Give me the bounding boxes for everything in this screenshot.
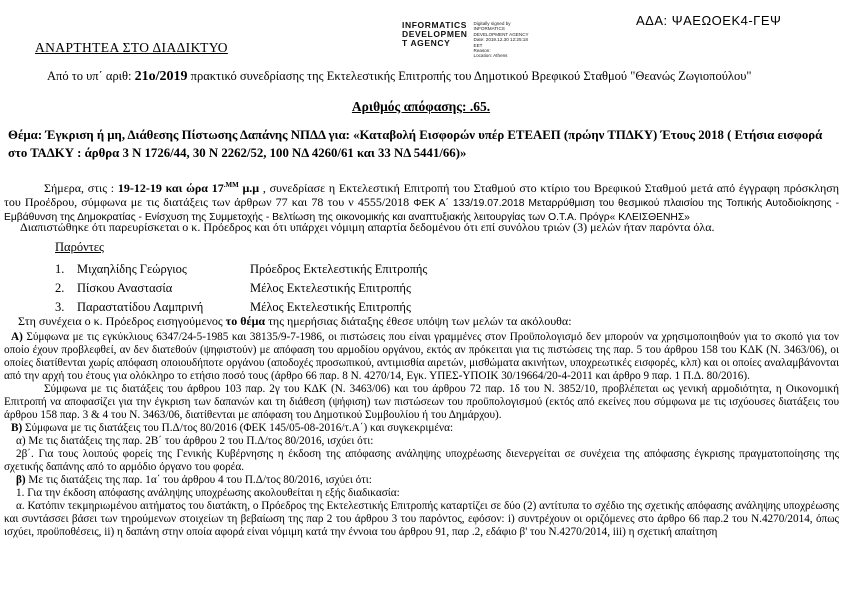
attendee-row: [55, 279, 427, 298]
minutes-suffix: πρακτικό συνεδρίασης της Εκτελεστικής Επιτροπής του Δημοτικού Βρεφικού Σταθμού "Θεανώς Ζωγιοπούλου": [187, 69, 752, 83]
paragraph-B-label: Β): [11, 422, 23, 434]
web-posting-label: ΑΝΑΡΤΗΤΕΑ ΣΤΟ ΔΙΑΔΙΚΤΥΟ: [35, 40, 228, 55]
attendees-list: [55, 260, 427, 317]
attendee-number: 1.: [55, 262, 65, 276]
stamp-agency-line: T AGENCY: [402, 38, 451, 48]
meeting-prefix: Σήμερα, στις :: [44, 181, 118, 195]
ada-code: ΑΔΑ: ΨΑΕΩΟΕΚ4-ΓΕΨ: [636, 13, 782, 28]
paragraph-procedure: 1. Για την έκδοση απόφασης ανάληψης υποχρέωσης ακολουθείται η εξής διαδικασία:: [16, 487, 400, 499]
stamp-sig-line: Date: 2019.12.30 12:25:18: [473, 37, 528, 43]
stamp-agency-line: INFORMATICS: [402, 20, 467, 30]
paragraph-article-103: Σύμφωνα με τις διατάξεις του άρθρου 103 παρ. 2γ του ΚΔΚ (Ν. 3463/06) και του άρθρου 72 παρ. 1δ του Ν. 3852/10, προβλέπεται ως γενική αρμοδιότητα, η Οικονομική Επιτροπή να αποφασίζει για την έγκριση των δαπανών και τη διάθεση (ψήφιση) των πιστώσεων του προϋπολογισμού (εκτός από εκείνες που σύμφωνα με τις ισχύουσες διατάξεις του άρθρου 158 παρ. 3 & 4 του Ν. 3463/06, διατίθενται με απόφαση του Δημοτικού Συμβουλίου ή του Δημάρχου).: [4, 383, 839, 421]
paragraph-2b: 2β΄. Για τους λοιπούς φορείς της Γενικής Κυβέρνησης η έκδοση της απόφασης ανάληψης υποχρέωσης διενεργείται σε συνέχεια της απόφασης έγκρισης πραγματοποίησης της σχετικής δαπάνης από το αρμόδιο όργανο του φορέα.: [4, 448, 839, 473]
paragraph-alpha2: α. Κατόπιν τεκμηριωμένου αιτήματος του διατάκτη, ο Πρόεδρος της Εκτελεστικής Επιτροπής καταρτίζει σε δύο (2) αντίτυπα το σχέδιο της σχετικής απόφασης ανάληψης υποχρέωσης και συντάσσει βάσει των τηρούμενων στοιχείων τη βεβαίωση της παρ 2 του άρθρου 3 του παρόντος, εφόσον: i) συντρέχουν οι οριζόμενες στο άρθρο 66 παρ.2 του Ν.4270/2014, όπως ισχύει, προϋποθέσεις, ii) η δαπάνη στην οποία αφορά είναι νόμιμη κατά την έννοια του άρθρου 91, παρ .2, εδάφιο β' του Ν.4270/2014, iii) η σχετική απαίτηση: [4, 500, 839, 538]
attendee-row: [55, 260, 427, 279]
paragraph-B: Β) Σύμφωνα με τις διατάξεις του Π.Δ/τος 80/2016 (ΦΕΚ 145/05-08-2016/τ.Α΄) και συγκεκριμένα:: [11, 422, 454, 434]
minutes-number: 21ο/2019: [134, 69, 188, 84]
attendees-heading: Παρόντες: [55, 240, 104, 254]
attendee-number: 2.: [55, 281, 65, 295]
attendee-name: Παραστατίδου Λαμπρινή: [77, 300, 204, 314]
meeting-datetime: 19-12-19 και ώρα $17^{.MM}$ μ.μ: [117, 181, 260, 195]
decision-body: [4, 331, 839, 539]
stamp-signature-details: [474, 21, 529, 59]
meeting-time-superscript: .ΜΜ: [223, 181, 239, 189]
digital-signature-stamp: [402, 21, 529, 59]
minutes-prefix: Από το υπ΄ αριθ:: [47, 69, 135, 83]
attendee-name: Πίσκου Αναστασία: [77, 281, 173, 295]
stamp-sig-line: INFORMATICS: [473, 26, 505, 32]
quorum-statement: Διαπιστώθηκε ότι παρευρίσκεται ο κ. Πρόεδρος και ότι υπάρχει νόμιμη απαρτία δεδομένου ότι επί συνόλου τριών (3) μελών ήταν παρόντα όλα.: [20, 220, 715, 234]
stamp-agency-name: [402, 21, 468, 59]
stamp-sig-line: DEVELOPMENT AGENCY: [473, 31, 529, 37]
law-citation-small-text: ΦΕΚ Α΄ 133/19.07.2018 Μεταρρύθμιση του θεσμικού πλαισίου της Τοπικής Αυτοδιοίκησης - Εμβάθυνση της Δημοκρατίας - Ενίσχυση της Συμμετοχής - Βελτίωση της οικονομικής και αναπτυξιακής λειτουργίας των Ο.Τ.Α. Πρόγρ« ΚΛΕΙΣΘΕΝΗΣ»: [4, 197, 839, 224]
stamp-sig-line: Digitally signed by: [473, 21, 511, 26]
minutes-reference-line: [47, 69, 751, 85]
meeting-body: , συνεδρίασε η Εκτελεστική Επιτροπή του Σταθμού στο κτίριο του Βρεφικού Σταθμού μετά από έγγραφη πρόσκληση του Προέδρου, σύμφωνα με τις διατάξεις των άρθρων 77 και 78 του ν 4555/2018: [4, 181, 839, 209]
paragraph-alpha: α) Με τις διατάξεις της παρ. 2Β΄ του άρθρου 2 του Π.Δ/τος 80/2016, ισχύει ότι:: [16, 435, 374, 447]
attendee-role: Μέλος Εκτελεστικής Επιτροπής: [250, 281, 411, 295]
subject-paragraph: Θέμα: Έγκριση ή μη, Διάθεσης Πίστωσης Δαπάνης ΝΠΔΔ για: «Καταβολή Εισφορών υπέρ ΕΤΕΑΕΠ (πρώην ΤΠΔΚΥ) Έτους 2018 ( Ετήσια εισφορά στο ΤΑΔΚΥ : άρθρα 3 Ν 1726/44, 30 Ν 2262/52, 100 ΝΔ 4260/61 και 33 ΝΔ 5441/66)»: [8, 128, 823, 160]
attendee-number: 3.: [55, 300, 65, 314]
stamp-sig-line: Reason:: [473, 48, 491, 54]
attendee-role: Πρόεδρος Εκτελεστικής Επιτροπής: [250, 262, 428, 276]
decision-number-heading: Αριθμός απόφασης: .65.: [351, 99, 491, 114]
chairman-intro-line: Στη συνέχεια ο κ. Πρόεδρος εισηγούμενος το θέμα της ημερήσιας διάταξης έθεσε υπόψη των μελών τα ακόλουθα:: [18, 314, 572, 328]
meeting-paragraph: [4, 179, 839, 225]
paragraph-beta-label: β): [16, 474, 26, 486]
attendee-name: Μιχαηλίδης Γεώργιος: [77, 262, 187, 276]
paragraph-beta: β) Με τις διατάξεις της παρ. 1α΄ του άρθρου 4 του Π.Δ/τος 80/2016, ισχύει ότι:: [16, 474, 372, 486]
stamp-sig-line: Location: Athens: [473, 53, 508, 59]
attendee-role: Μέλος Εκτελεστικής Επιτροπής: [250, 300, 411, 314]
paragraph-A-label: Α): [11, 331, 23, 343]
intro-emphasis: το θέμα: [225, 314, 266, 328]
stamp-sig-line: EET: [473, 42, 483, 48]
paragraph-A: Α) Σύμφωνα με τις εγκύκλιους 6347/24-5-1985 και 38135/9-7-1986, οι πιστώσεις που είναι γραμμένες στον Προϋπολογισμό δεν μπορούν να χρησιμοποιηθούν για το σκοπό για τον οποίο έχουν προβλεφθεί, αν δεν διατεθούν (ψηφιστούν) με απόφαση του αρμοδίου οργάνου, εκτός αν πρόκειται για τις πιστώσεις της παρ. 5 του άρθρου 158 του ΚΔΚ (Ν. 3463/06), οι οποίες διατίθενται χωρίς απόφαση οποιουδήποτε οργάνου (αποδοχές προσωπικού, αντιμισθία αιρετών, μισθώματα ακινήτων, υποχρεωτικές εισφορές, κλπ) και οι οποίες αναλαμβάνονται από την αρχή του έτους για ολόκληρο το ετήσιο ποσό τους (άρθρο 66 παρ. 8 Ν. 4270/14, Εγκ. ΥΠΕΣ-ΥΠΟΙΚ 30/19664/20-4-2011 και άρθρο 9 παρ. 1 Π.Δ. 80/2016).: [4, 331, 839, 382]
stamp-agency-line: DEVELOPMEN: [402, 29, 468, 39]
